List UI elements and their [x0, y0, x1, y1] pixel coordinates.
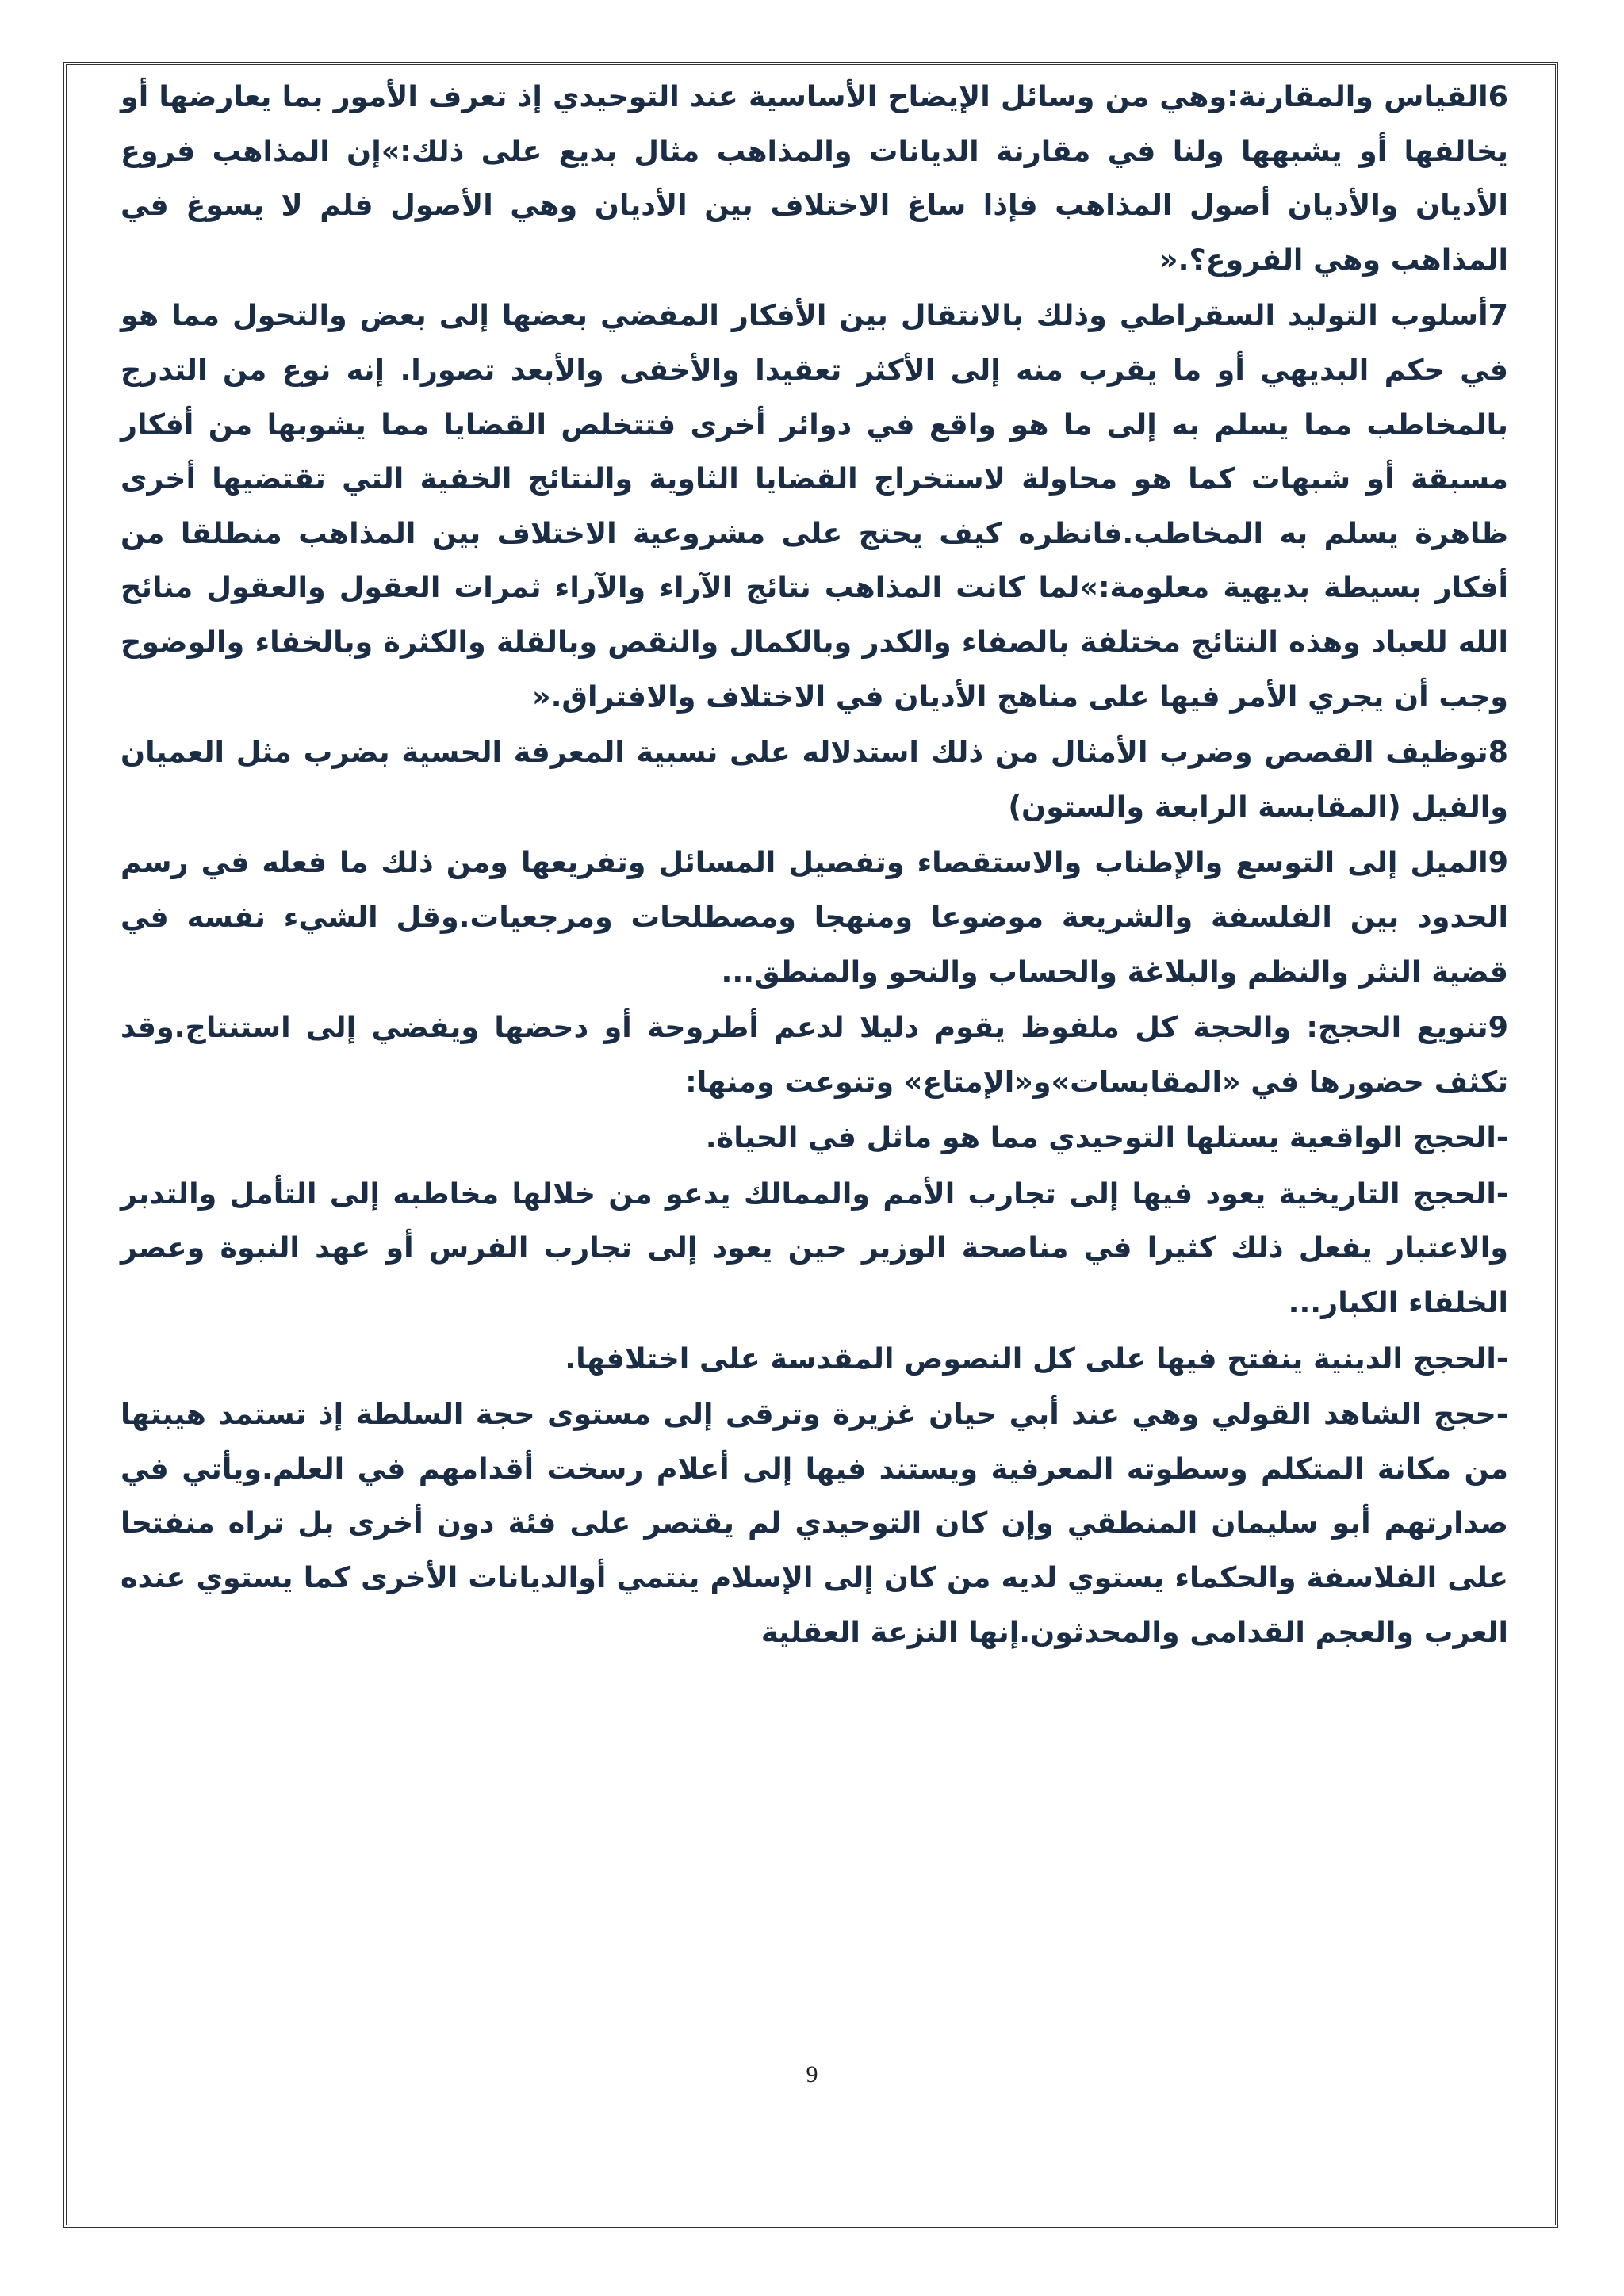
paragraph-elaboration: 9الميل إلى التوسع والإطناب والاستقصاء وتفصيل المسائل وتفريعها ومن ذلك ما فعله في رسم الحدود بين الفلسفة والشريعة موضوعا ومنهجا ومصطلحات ومرجعيات.وقل الشيء نفسه في قضية النثر والنظم والبلاغة والحساب والنحو والمنطق...: [121, 845, 1508, 989]
page-number: 9: [806, 2061, 818, 2087]
list-item-historical-arguments: -الحجج التاريخية يعود فيها إلى تجارب الأمم والممالك يدعو من خلالها مخاطبه إلى التأمل والتدبر والاعتبار يفعل ذلك كثيرا في مناصحة الوزير حين يعود إلى تجارب الفرس أو عهد النبوة وعصر الخلفاء الكبار...: [121, 1176, 1508, 1320]
paragraph-socratic-method: 7أسلوب التوليد السقراطي وذلك بالانتقال بين الأفكار المفضي بعضها إلى بعض والتحول مما هو في حكم البديهي أو ما يقرب منه إلى الأكثر تعقيدا والأخفى والأبعد تصورا. إنه نوع من التدرج بالمخاطب مما يسلم به إلى ما هو واقع في دوائر أخرى فتتخلص القضايا مما يشوبها من أفكار مسبقة أو شبهات كما هو محاولة لاستخراج القضايا الثاوية والنتائج الخفية التي تقتضيها أخرى ظاهرة يسلم به المخاطب.فانظره كيف يحتج على مشروعية الاختلاف بين المذاهب منطلقا من أفكار بسيطة بديهية معلومة:»لما كانت المذاهب نتائج الآراء والآراء ثمرات العقول والعقول منائح الله للعباد وهذه النتائج مختلفة بالصفاء والكدر وبالكمال والنقص وبالقلة والكثرة وبالخفاء والوضوح وجب أن يجري الأمر فيها على مناهج الأديان في الاختلاف والافتراق.«: [121, 298, 1508, 714]
list-item-authority-arguments: -حجج الشاهد القولي وهي عند أبي حيان غزيرة وترقى إلى مستوى حجة السلطة إذ تستمد هيبتها من مكانة المتكلم وسطوته المعرفية ويستند فيها إلى أعلام رسخت أقدامهم في العلم.ويأتي في صدارتهم أبو سليمان المنطقي وإن كان التوحيدي لم يقتصر على فئة دون أخرى بل تراه منفتحا على الفلاسفة والحكماء يستوي لديه من كان إلى الإسلام ينتمي أوالديانات الأخرى كما يستوي عنده العرب والعجم القدامى والمحدثون.إنها النزعة العقلية: [121, 1397, 1508, 1649]
paragraph-stories-proverbs: 8توظيف القصص وضرب الأمثال من ذلك استدلاله على نسبية المعرفة الحسية بضرب مثل العميان والفيل (المقابسة الرابعة والستون): [121, 735, 1508, 824]
paragraph-argument-types: 9تنويع الحجج: والحجة كل ملفوظ يقوم دليلا لدعم أطروحة أو دحضها ويفضي إلى استنتاج.وقد تكثف حضورها في «المقابسات»و«الإمتاع» وتنوعت ومنها:: [121, 1010, 1508, 1099]
paragraph-comparison: 6القياس والمقارنة:وهي من وسائل الإيضاح الأساسية عند التوحيدي إذ تعرف الأمور بما يعارضها أو يخالفها أو يشبهها ولنا في مقارنة الديانات والمذاهب مثال بديع على ذلك:»إن المذاهب فروع الأديان والأديان أصول المذاهب فإذا ساغ الاختلاف بين الأديان وهي الأصول فلم لا يسوغ في المذاهب وهي الفروع؟.«: [121, 79, 1508, 277]
document-body: [121, 70, 1508, 1659]
list-item-realistic-arguments: -الحجج الواقعية يستلها التوحيدي مما هو ماثل في الحياة.: [705, 1120, 1508, 1155]
list-item-religious-arguments: -الحجج الدينية ينفتح فيها على كل النصوص المقدسة على اختلافها.: [565, 1341, 1508, 1376]
